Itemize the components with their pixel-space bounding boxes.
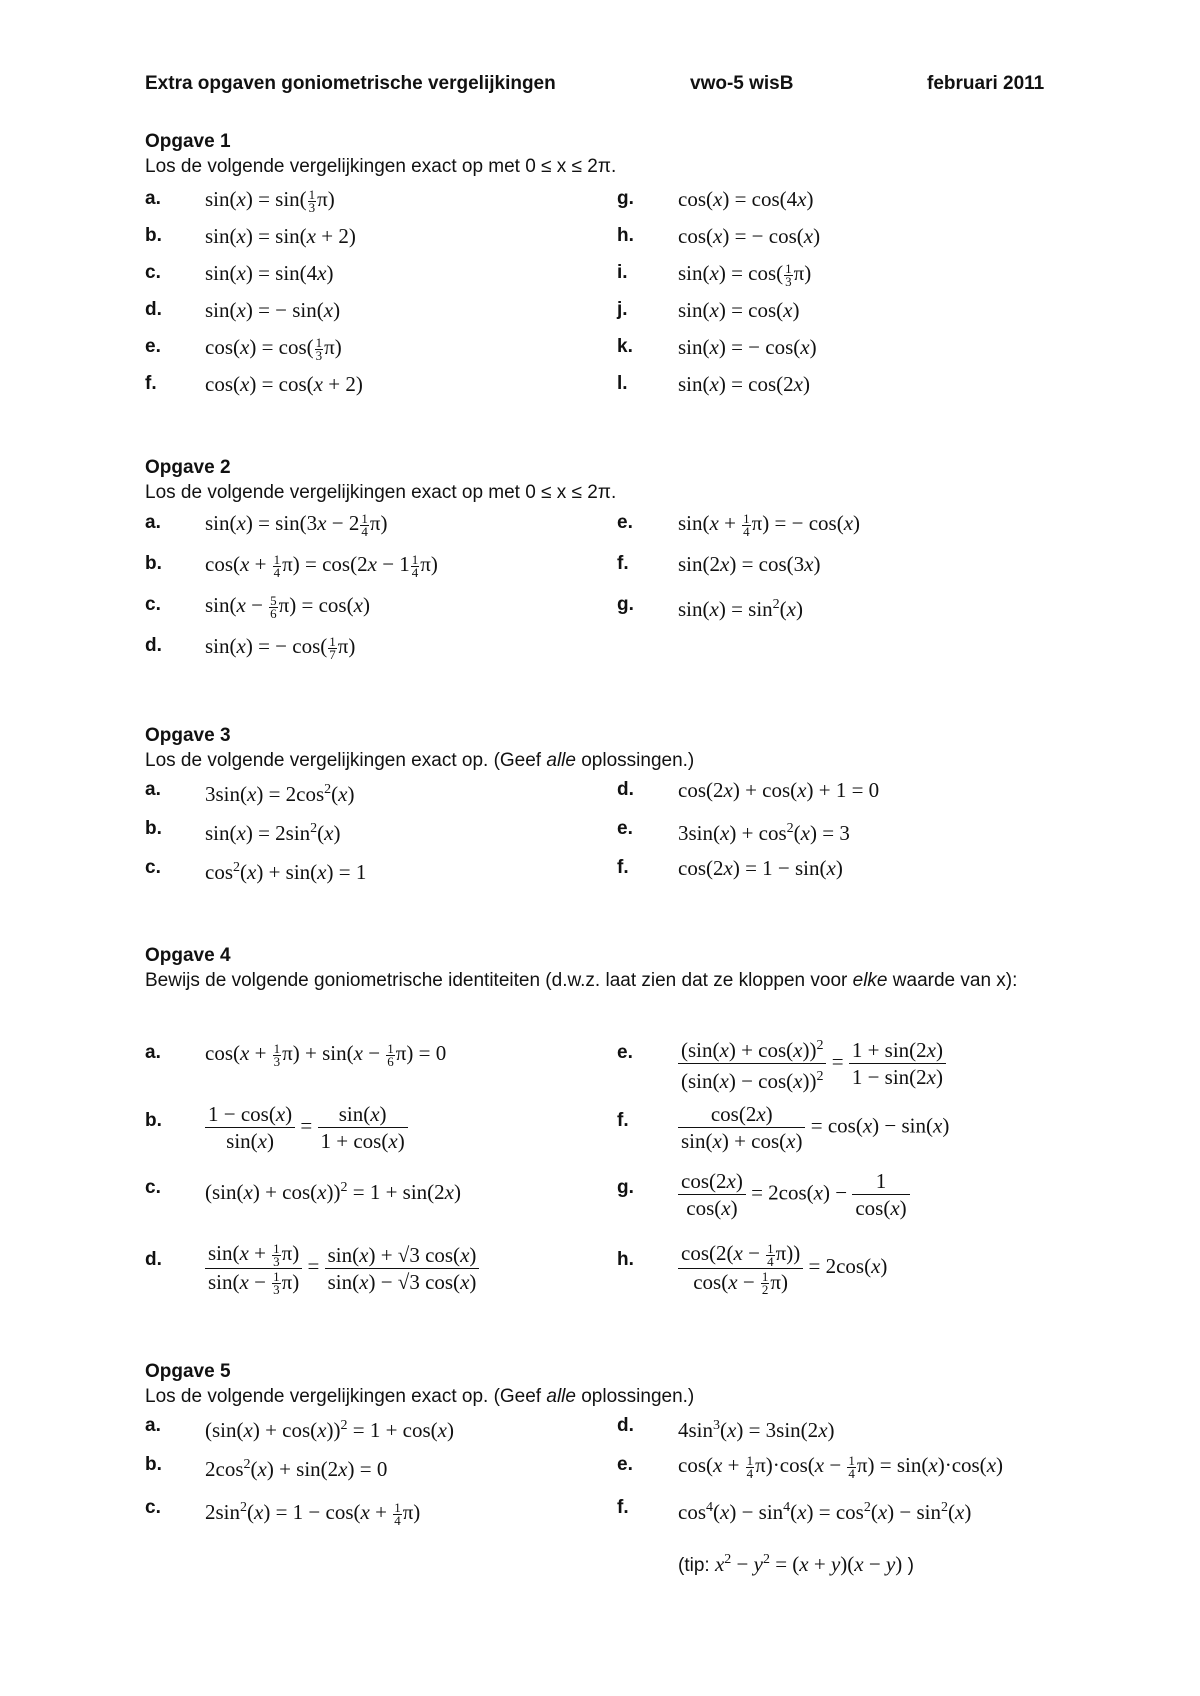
equation: $\cos^2(x) + \sin(x) = 1$: [205, 860, 367, 884]
item-label: c.: [145, 857, 161, 878]
item-label: k.: [617, 336, 633, 357]
opgave-1: [145, 130, 1085, 180]
opgave-2-intro: Los de volgende vergelijkingen exact op met 0 ≤ x ≤ 2π.: [145, 482, 617, 503]
equation: sin(x) = sin( $\frac{1}{3}$ π): [205, 186, 335, 215]
item-label: d.: [145, 635, 162, 656]
equation: cos(x) = cos(x + 2): [205, 372, 363, 396]
opgave-4-title: Opgave 4: [145, 945, 231, 966]
item-label: f.: [617, 1110, 629, 1131]
item-label: i.: [617, 262, 628, 283]
equation: $\frac{\cos(2x)}{\sin(x) + \cos(x)}$ = cos(x) − sin(x): [678, 1101, 949, 1154]
opgave-3: [145, 724, 1085, 774]
item-label: g.: [617, 594, 634, 615]
opgave-5-title: Opgave 5: [145, 1361, 231, 1382]
equation: sin(x + $\frac{1}{3}$ π) sin(x − $\frac{1}{3}$ π) = $\frac{\sin(x) + √3 \cos(x)}{\sin(x) - √3 \cos(x)}$: [205, 1240, 479, 1296]
opgave-5-intro: Los de volgende vergelijkingen exact op. (Geef alle oplossingen.): [145, 1386, 695, 1407]
item-label: d.: [617, 1415, 634, 1436]
opgave-3-title: Opgave 3: [145, 725, 231, 746]
item-label: b.: [145, 818, 162, 839]
item-label: c.: [145, 1177, 161, 1198]
item-label: c.: [145, 594, 161, 615]
equation: sin(x) = cos(2x): [678, 372, 810, 396]
equation: $\frac{1 - \cos(x)}{\sin(x)}$ = $\frac{\sin(x)}{1 + \cos(x)}$: [205, 1101, 408, 1154]
equation: $\frac{\cos(2x)}{\cos(x)}$ = 2cos(x) − $\frac{1}{\cos(x)}$: [678, 1168, 910, 1221]
equation: sin(x) = sin(x + 2): [205, 224, 356, 248]
item-label: f.: [617, 1497, 629, 1518]
item-label: b.: [145, 1110, 162, 1131]
item-label: e.: [617, 1454, 633, 1475]
equation: cos(x + $\frac{1}{4}$ π)·cos(x − $\frac{1}{4}$ π) = sin(x)·cos(x): [678, 1452, 1004, 1481]
item-label: b.: [145, 553, 162, 574]
item-label: f.: [617, 553, 629, 574]
opgave-4-intro: Bewijs de volgende goniometrische identiteiten (d.w.z. laat zien dat ze kloppen voor elke waarde van x):: [145, 970, 1018, 991]
equation: $\frac{(\sin(x) + \cos(x))^2}{(\sin(x) - \cos(x))^2}$ = $\frac{1 + \sin(2x)}{1 - \sin(2x)}$: [678, 1033, 946, 1094]
equation: sin(x) = sin(4x): [205, 261, 334, 285]
item-label: h.: [617, 1249, 634, 1270]
equation: sin(x) = − cos( $\frac{1}{7}$ π): [205, 633, 356, 662]
opgave-4: [145, 944, 1085, 994]
equation: sin(x) = − sin(x): [205, 298, 341, 322]
class-label: vwo-5 wisB: [690, 73, 794, 94]
item-label: c.: [145, 262, 161, 283]
item-label: g.: [617, 188, 634, 209]
equation: cos(2x) + cos(x) + 1 = 0: [678, 778, 880, 802]
equation: cos(x + $\frac{1}{4}$ π) = cos(2x − 1 $\frac{1}{4}$ π): [205, 551, 438, 580]
opgave-3-intro: Los de volgende vergelijkingen exact op. (Geef alle oplossingen.): [145, 750, 695, 771]
item-label: e.: [617, 818, 633, 839]
item-label: a.: [145, 779, 161, 800]
equation: sin(x) = − cos(x): [678, 335, 817, 359]
item-label: e.: [617, 1042, 633, 1063]
worksheet-title: Extra opgaven goniometrische vergelijkingen: [145, 73, 556, 94]
equation: sin(x + $\frac{1}{4}$ π) = − cos(x): [678, 510, 861, 539]
item-label: d.: [145, 299, 162, 320]
item-label: a.: [145, 188, 161, 209]
item-label: e.: [617, 512, 633, 533]
equation: $(\sin(x) + \cos(x))^2 = 1 + \sin(2x)$: [205, 1180, 461, 1204]
equation: $4\sin^3(x) = 3\sin(2x)$: [678, 1418, 835, 1442]
opgave-2-title: Opgave 2: [145, 457, 231, 478]
opgave-2: [145, 456, 1085, 506]
item-label: j.: [617, 299, 628, 320]
item-label: d.: [617, 779, 634, 800]
item-label: c.: [145, 1497, 161, 1518]
item-label: a.: [145, 1042, 161, 1063]
equation: $3\sin(x) + \cos^2(x) = 3$: [678, 821, 850, 845]
equation: cos(x) = − cos(x): [678, 224, 821, 248]
equation: $2\sin^2(x) = 1 - \cos(x$ + $\frac{1}{4}$ π): [205, 1499, 421, 1528]
equation: cos(x + $\frac{1}{3}$ π) + sin(x − $\frac{1}{6}$ π) = 0: [205, 1040, 447, 1069]
equation: sin(x − $\frac{5}{6}$ π) = cos(x): [205, 592, 370, 621]
tip-note: (tip: $x^2 - y^2 = (x + y)(x - y)$ ): [678, 1552, 914, 1576]
item-label: g.: [617, 1177, 634, 1198]
item-label: b.: [145, 225, 162, 246]
opgave-1-intro: Los de volgende vergelijkingen exact op met 0 ≤ x ≤ 2π.: [145, 156, 617, 177]
opgave-5: [145, 1360, 1085, 1410]
item-label: e.: [145, 336, 161, 357]
item-label: f.: [145, 373, 157, 394]
equation: $3\sin(x) = 2\cos^2(x)$: [205, 782, 355, 806]
equation: sin(x) = cos(x): [678, 298, 800, 322]
equation: cos(2x) = 1 − sin(x): [678, 856, 843, 880]
item-label: l.: [617, 373, 628, 394]
equation: sin(x) = sin(3x − 2 $\frac{1}{4}$ π): [205, 510, 388, 539]
item-label: a.: [145, 1415, 161, 1436]
date-label: februari 2011: [927, 73, 1045, 94]
item-label: a.: [145, 512, 161, 533]
equation: cos(2(x − $\frac{1}{4}$ π)) cos(x − $\frac{1}{2}$ π) = 2cos(x): [678, 1240, 887, 1296]
equation: $\sin(x) = 2\sin^2(x)$: [205, 821, 341, 845]
item-label: h.: [617, 225, 634, 246]
equation: cos(x) = cos( $\frac{1}{3}$ π): [205, 334, 342, 363]
equation: cos(x) = cos(4x): [678, 187, 814, 211]
equation: sin(x) = cos( $\frac{1}{3}$ π): [678, 260, 812, 289]
opgave-1-title: Opgave 1: [145, 131, 231, 152]
equation: $\cos^4(x) - \sin^4(x) = \cos^2(x) - \sin^2(x)$: [678, 1500, 972, 1524]
equation: $\sin(x) = \sin^2(x)$: [678, 597, 803, 621]
item-label: b.: [145, 1454, 162, 1475]
item-label: f.: [617, 857, 629, 878]
item-label: d.: [145, 1249, 162, 1270]
equation: $(\sin(x) + \cos(x))^2 = 1 + \cos(x)$: [205, 1418, 454, 1442]
equation: $2\cos^2(x) + \sin(2x) = 0$: [205, 1457, 388, 1481]
equation: sin(2x) = cos(3x): [678, 552, 821, 576]
